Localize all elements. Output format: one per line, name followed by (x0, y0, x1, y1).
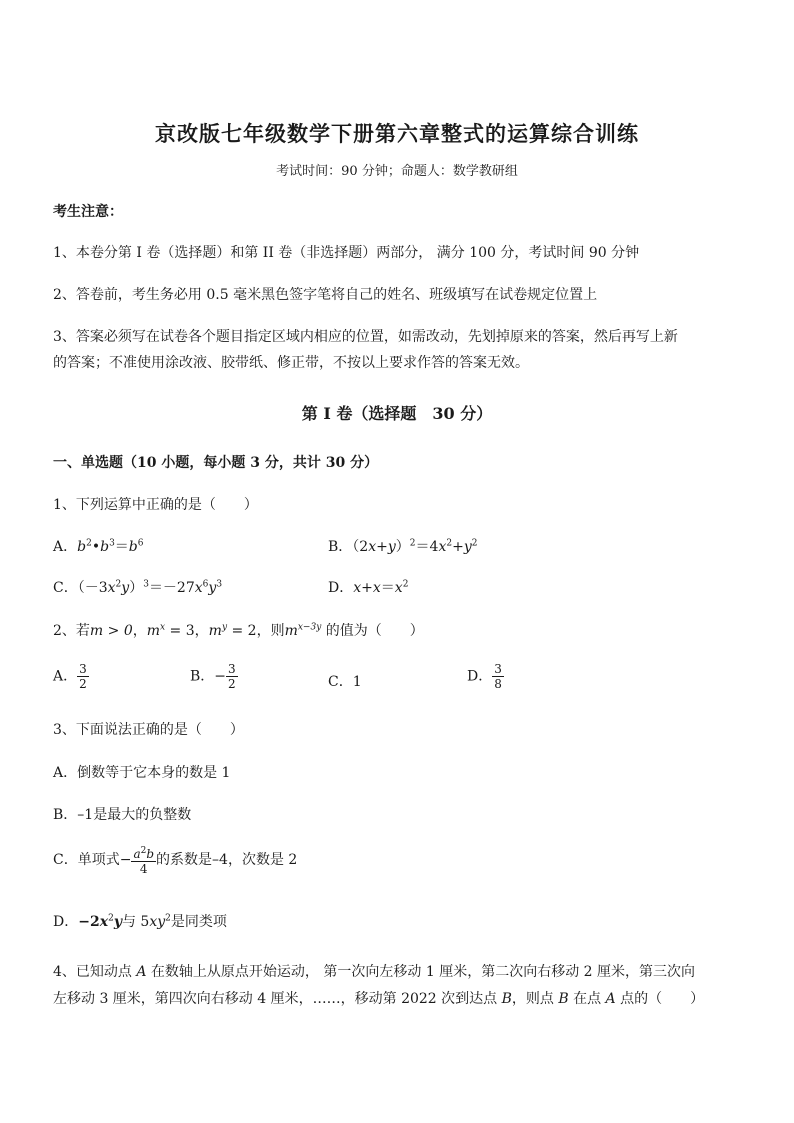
q2-option-a: A． $\frac{3}{2}$ (53, 662, 87, 691)
q3-option-c: C．单项式− $\frac{a^2b}{4}$ 的系数是–4，次数是 2 (53, 846, 298, 876)
q1-option-a: A．$b^2•b^3=b^6$ (53, 538, 144, 555)
q3-option-d: D．$-2x^2y$与 $5xy^2$是同类项 (53, 913, 227, 930)
notice-item-3-line-2: 的答案；不准使用涂改液、胶带纸、修正带，不按以上要求作答的答案无效。 (53, 355, 529, 371)
notice-item-2: 2、答卷前，考生务必用 0.5 毫米黑色签字笔将自己的姓名、班级填写在试卷规定位置上 (53, 287, 598, 303)
notice-item-1: 1、本卷分第 I 卷（选择题）和第 II 卷（非选择题）两部分， 满分 100 分，考试时间 90 分钟 (53, 245, 640, 261)
part-heading: 一、单选题（10 小题，每小题 3 分，共计 30 分） (53, 455, 379, 471)
section-title: 第 I 卷（选择题 30 分） (301, 404, 493, 423)
q2-option-c: C．1 (328, 674, 362, 690)
q3-stem: 3、下面说法正确的是（ ） (53, 722, 244, 738)
q1-option-d: D．$x+x=x^2$ (328, 579, 409, 596)
q1-option-c: C．$(-3x^2y)^3=-27x^6y^3$ (53, 579, 223, 596)
q4-line-2: 左移动 3 厘米，第四次向右移动 4 厘米，……，移动第 2022 次到达点 B，则点 B 在点 A 点的（ ） (53, 991, 705, 1007)
q1-stem: 1、下列运算中正确的是（ ） (53, 497, 258, 513)
q2-option-b: B．− $\frac{3}{2}$ (190, 662, 236, 691)
page-subtitle: 考试时间：90 分钟；命题人：数学教研组 (276, 164, 518, 179)
q2-option-d: D． $\frac{3}{8}$ (467, 662, 502, 691)
q2-stem: 2、若m > 0，$m^x = 3$，$m^y = 2$，则$m^{x-3y}$ 的值为（ ） (53, 622, 424, 639)
notice-item-3-line-1: 3、答案必须写在试卷各个题目指定区域内相应的位置，如需改动，先划掉原来的答案，然后再写上新 (53, 329, 678, 345)
q4-line-1: 4、已知动点 A 在数轴上从原点开始运动， 第一次向左移动 1 厘米，第二次向右移动 2 厘米，第三次向 (53, 964, 695, 980)
q1-option-b: B．$(2x+y)^2=4x^2+y^2$ (328, 538, 478, 555)
q3-option-a: A．倒数等于它本身的数是 1 (53, 765, 231, 781)
notice-heading: 考生注意： (53, 204, 123, 220)
q3-option-b: B．–1是最大的负整数 (53, 807, 192, 823)
page-title: 京改版七年级数学下册第六章整式的运算综合训练 (155, 121, 639, 146)
